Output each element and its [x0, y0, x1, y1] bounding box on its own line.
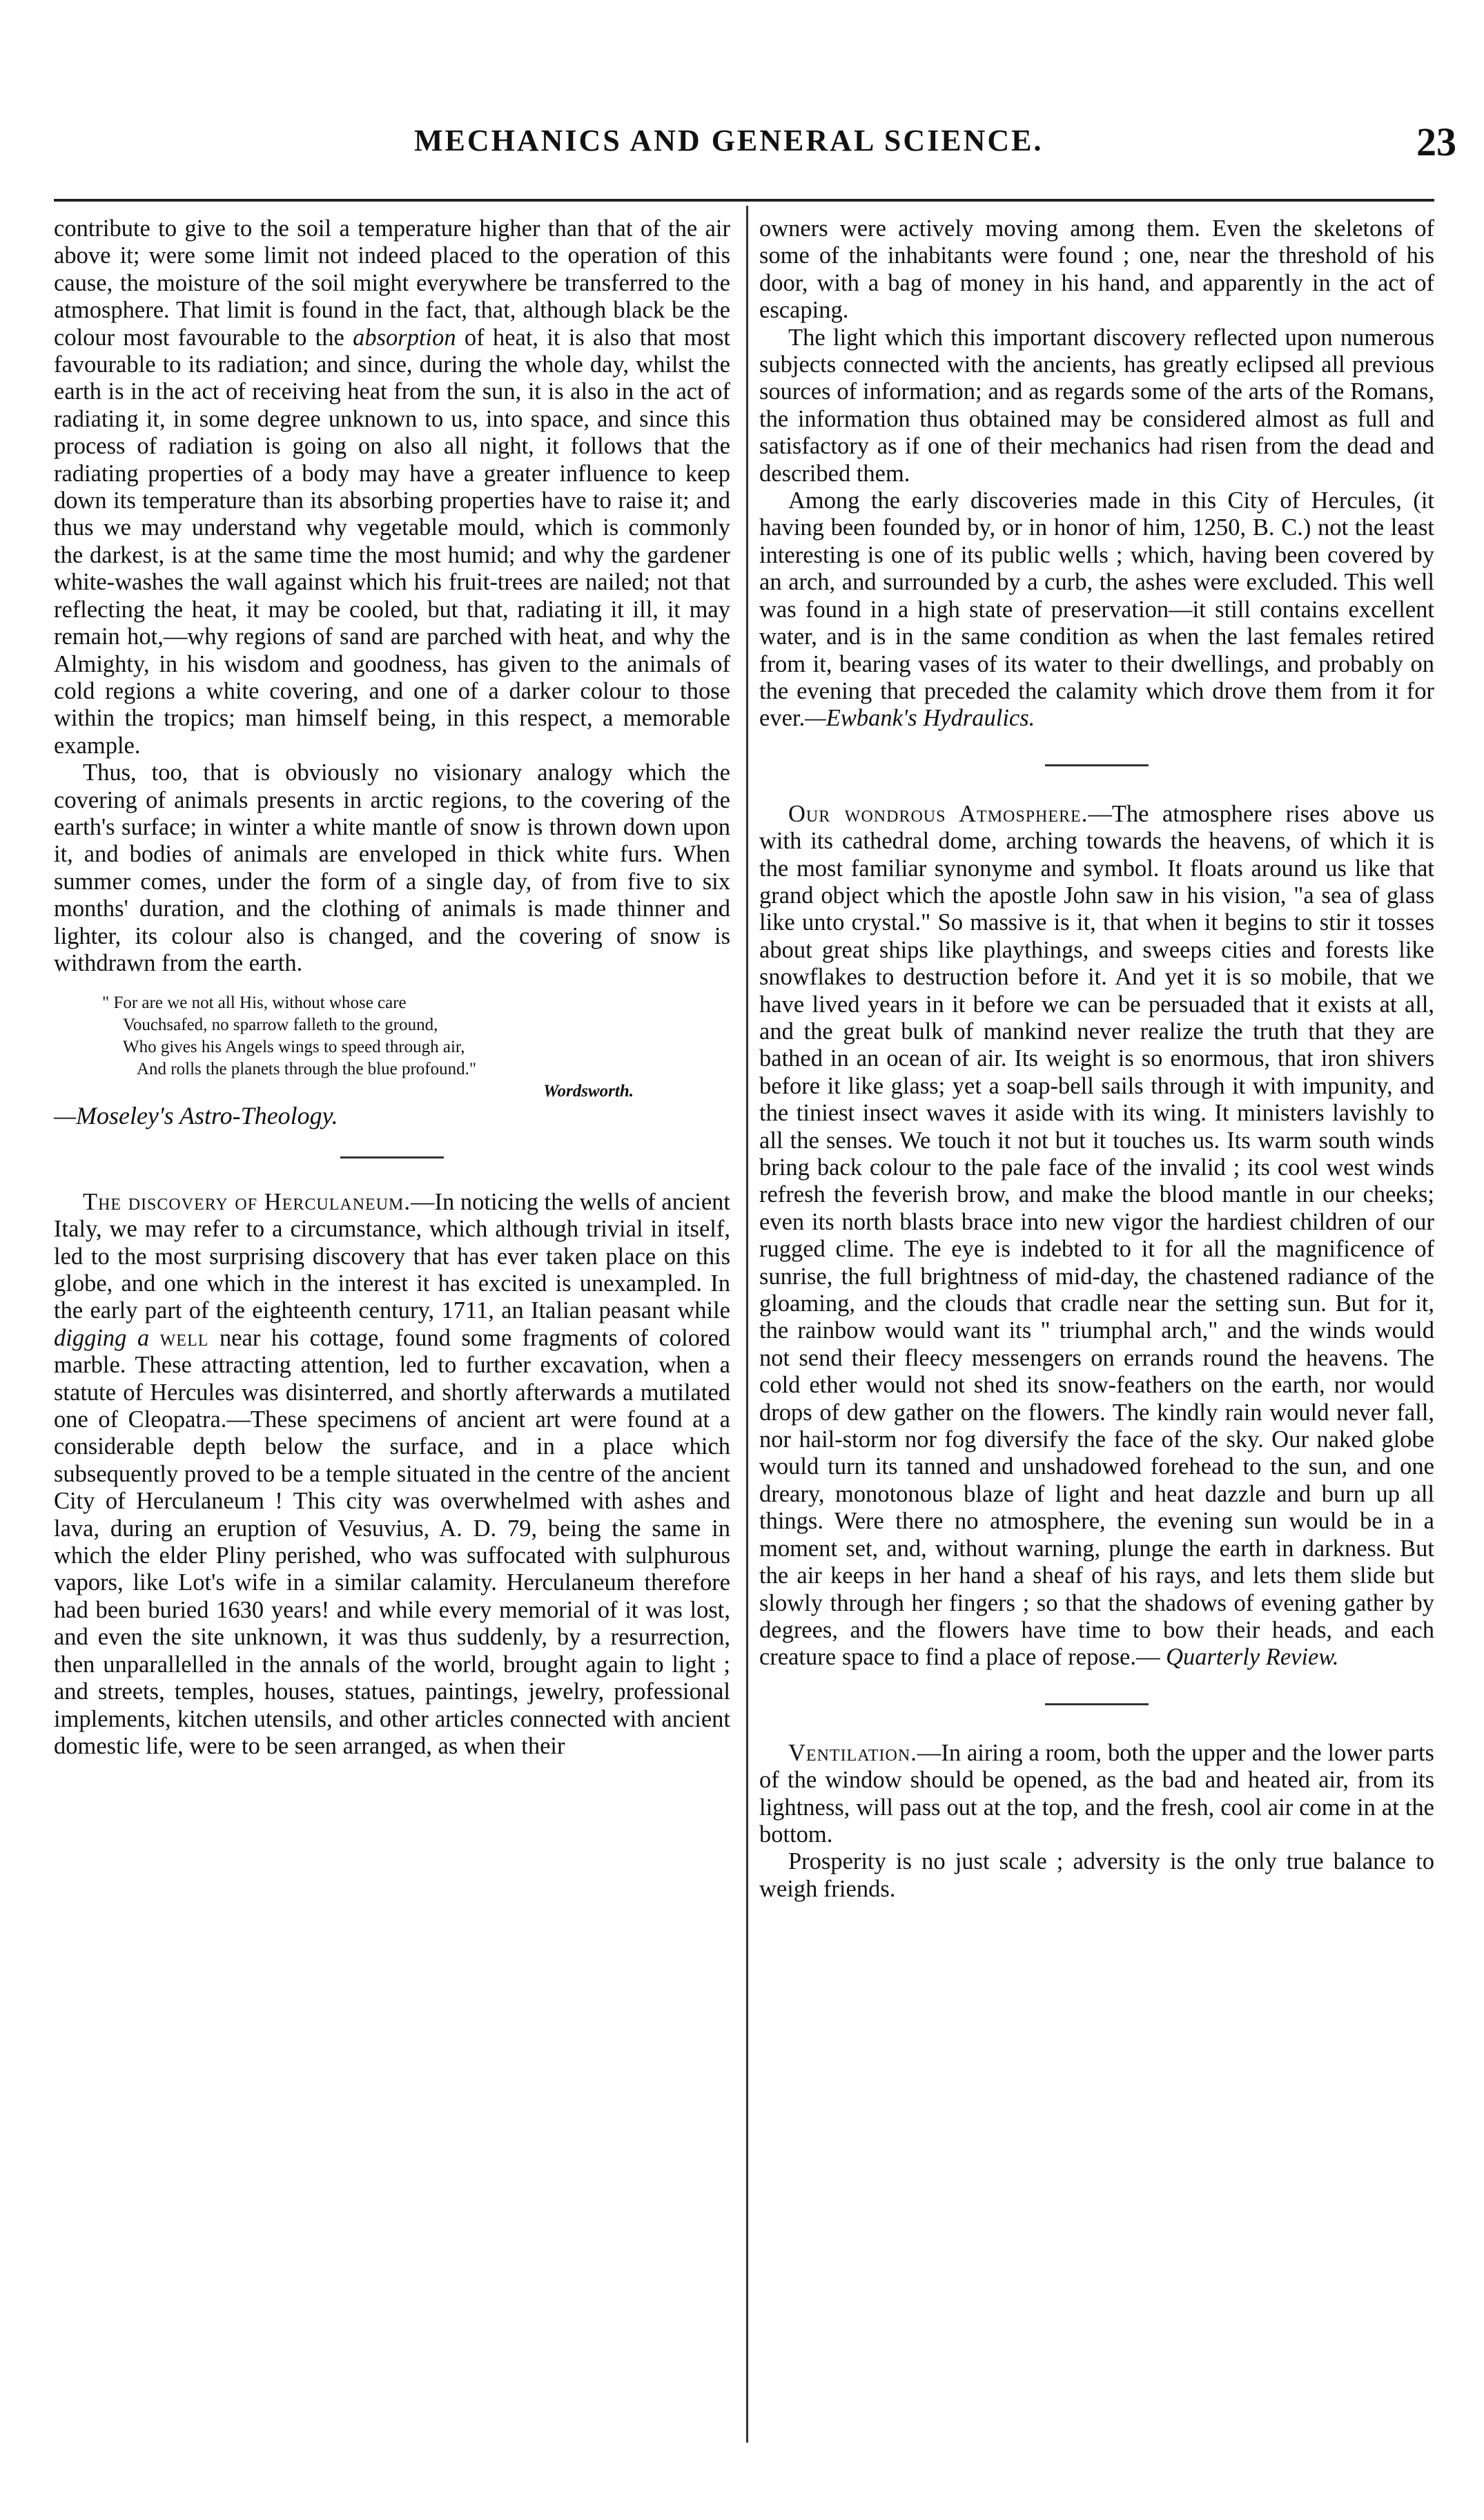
header-rule: [54, 199, 1434, 202]
herculaneum-article: [54, 1189, 730, 1761]
well-smallcaps: well: [159, 1324, 209, 1351]
atmosphere-text: —The atmosphere rises above us with its cathedral dome, arching towards the heavens, of which it is the most familiar synonyme and symbol. It floats around us like that grand object which the apostle John saw in his vision, "a sea of glass like unto crystal." So massive is it, that when it begins to stir it tosses about great ships like playthings, and sweeps cities and forests like snowflakes to destruction before it. And yet it is so mobile, that we have lived years in it before we can be persuaded that it exists at all, and the great bulk of mankind never realize the truth that they are bathed in an ocean of air. Its weight is so enormous, that iron shivers before it like glass; yet a soap-bell sails through it with impunity, and the tiniest insect waves it aside with its wing. It ministers lavishly to all the senses. We touch it not but it touches us. Its warm south winds bring back colour to the pale face of the invalid ; its cool west winds refresh the feverish brow, and make the blood mantle in our cheeks; even its north blasts brace into new vigor the hardiest children of our rugged clime. The eye is indebted to it for all the magnificence of sunrise, the full brightness of mid-day, the chastened radiance of the gloaming, and the clouds that cradle near the setting sun. But for it, the rainbow would want its " triumphal arch," and the winds would not send their fleecy messengers on errands round the heavens. The cold ether would not shed its snow-feathers on the earth, nor would drops of dew gather on the flowers. The kindly rain would never fall, nor hail-storm nor fog diversify the face of the sky. Our naked globe would turn its tanned and unshadowed forehead to the sun, and one dreary, monotonous blaze of light and heat dazzle and burn up all things. Were there no atmosphere, the evening sun would be in a moment set, and, without warning, plunge the earth in darkness. But the air keeps in her hand a sheaf of his rays, and lets them slide but slowly through her fingers ; so that the shadows of evening gather by degrees, and the flowers have time to bow their heads, and each creature space to find a place of repose.—: [759, 800, 1435, 1671]
skeletons-paragraph: owners were actively moving among them. Even the skeletons of some of the inhabitants were found ; one, near the threshold of his door, with a bag of money in his hand, and apparently in the act of escaping.: [759, 215, 1434, 324]
herculaneum-title: The discovery of Herculaneum.: [83, 1188, 411, 1215]
herculaneum-text-a: —In noticing the wells of ancient Italy, we may refer to a circumstance, which although trivial in itself, led to the most surprising discovery that has ever taken place on this globe, and one which in the interest it has excited is unexampled. In the early part of the eighteenth century, 1711, an Italian peasant while: [54, 1188, 730, 1324]
poem-line-1: " For are we not all His, without whose care: [102, 994, 407, 1013]
discovery-paragraph: The light which this important discovery reflected upon numerous subjects connected with the ancients, has greatly eclipsed all previous sources of information; and as regards some of the arts of the Romans, the information thus obtained may be considered almost as full and satisfactory as if one of their mechanics had risen from the dead and described them.: [759, 324, 1434, 487]
quarterly-credit: Quarterly Review.: [1166, 1644, 1339, 1671]
column-divider: [746, 206, 748, 2443]
poem-line-2: Vouchsafed, no sparrow falleth to the ground,: [123, 1016, 438, 1035]
ventilation-text: —In airing a room, both the upper and the lower parts of the window should be opened, as the bad and heated air, from its lightness, will pass out at the top, and the fresh, cool air come in at the bottom.: [759, 1739, 1434, 1848]
section-separator: [340, 1156, 444, 1159]
herculaneum-text-b: near his cottage, found some fragments of colored marble. These attracting attention, led to further excavation, when a statute of Hercules was disinterred, and shortly afterwards a mutilated one of Cleopatra.—These specimens of ancient art were found at a considerable depth below the surface, and in a place which subsequently proved to be a temple situated in the centre of the ancient City of Herculaneum ! This city was overwhelmed with ashes and lava, during an eruption of Vesuvius, A. D. 79, being the same in which the elder Pliny perished, who was suffocated with sulphurous vapors, like Lot's wife in a similar calamity. Herculaneum therefore had been buried 1630 years! and while every memorial of it was lost, and even the site unknown, it was thus suddenly, by a resurrection, then unparallelled in the annals of the world, brought again to light ; and streets, temples, houses, statues, paintings, jewelry, professional implements, kitchen utensils, and other articles connected with ancient domestic life, were to be seen arranged, as when their: [54, 1324, 731, 1759]
absorption-italic: absorption: [353, 324, 456, 351]
poem-attribution: Wordsworth.: [543, 1082, 634, 1101]
analogy-paragraph: Thus, too, that is obviously no visionary analogy which the covering of animals presents in arctic regions, to the covering of the earth's surface; in winter a white mantle of snow is thrown down upon it, and bodies of animals are enveloped in thick white furs. When summer comes, under the form of a single day, of from five to six months' duration, and the clothing of animals is made thinner and lighter, its colour also is changed, and the covering of snow is withdrawn from the earth.: [54, 759, 730, 976]
left-column: [54, 215, 730, 1760]
poem-line-4: And rolls the planets through the blue profound.": [137, 1060, 477, 1079]
moseley-credit: —Moseley's Astro-Theology.: [54, 1102, 338, 1130]
wells-paragraph: [759, 487, 1434, 733]
radiation-paragraph: [54, 215, 730, 759]
ventilation-article: [759, 1740, 1434, 1849]
prosperity-maxim: Prosperity is no just scale ; adversity is the only true balance to weigh friends.: [759, 1848, 1434, 1902]
digging-italic: digging a: [54, 1324, 150, 1351]
atmosphere-article: [759, 801, 1434, 1671]
ewbank-credit: —Ewbank's Hydraulics.: [805, 705, 1035, 732]
page-header: [0, 119, 1484, 178]
poem-line-3: Who gives his Angels wings to speed through air,: [123, 1038, 465, 1057]
ventilation-title: Ventilation.: [788, 1739, 917, 1766]
radiation-text-b: of heat, it is also that most favourable to its radiation; and since, during the whole day, whilst the earth is in the act of receiving heat from the sun, it is also in the act of radiating it, in some degree unknown to us, into space, and since this process of radiation is going on also all night, it follows that the radiating properties of a body may have a greater influence to keep down its temperature than its absorbing properties have to raise it; and thus we may understand why vegetable mould, which is commonly the darkest, is at the same time the most humid; and why the gardener white-washes the wall against which his fruit-trees are nailed; not that reflecting the heat, it may be cooled, but that, radiating it ill, it may remain hot,—why regions of sand are parched with heat, and why the Almighty, in his wisdom and goodness, has given to the animals of cold regions a white covering, and one of a darker colour to those within the tropics; man himself being, in this respect, a memorable example.: [54, 324, 730, 759]
section-separator: [1045, 764, 1149, 766]
running-head: MECHANICS AND GENERAL SCIENCE.: [414, 124, 1044, 157]
wells-text: Among the early discoveries made in this City of Hercules, (it having been founded by, or in honor of him, 1250, B. C.) not the least interesting is one of its public wells ; which, having been covered by an arch, and surrounded by a curb, the ashes were excluded. This well was found in a high state of preservation—it still contains excellent water, and is in the same condition as when the last females retired from it, bearing vases of its water to their dwellings, and probably on the evening that preceded the calamity which drove them from it for ever.: [759, 487, 1434, 732]
poem-quote: [54, 992, 730, 1103]
atmosphere-title: Our wondrous Atmosphere.: [788, 800, 1088, 827]
section-separator: [1045, 1703, 1149, 1705]
right-column: [759, 215, 1434, 1903]
radiation-text-a: contribute to give to the soil a temperature higher than that of the air above it; were some limit not indeed placed to the operation of this cause, the moisture of the soil might everywhere be transferred to the atmosphere. That limit is found in the fact, that, although black be the colour most favourable to the: [54, 215, 730, 351]
page-number: 23: [1416, 119, 1456, 164]
